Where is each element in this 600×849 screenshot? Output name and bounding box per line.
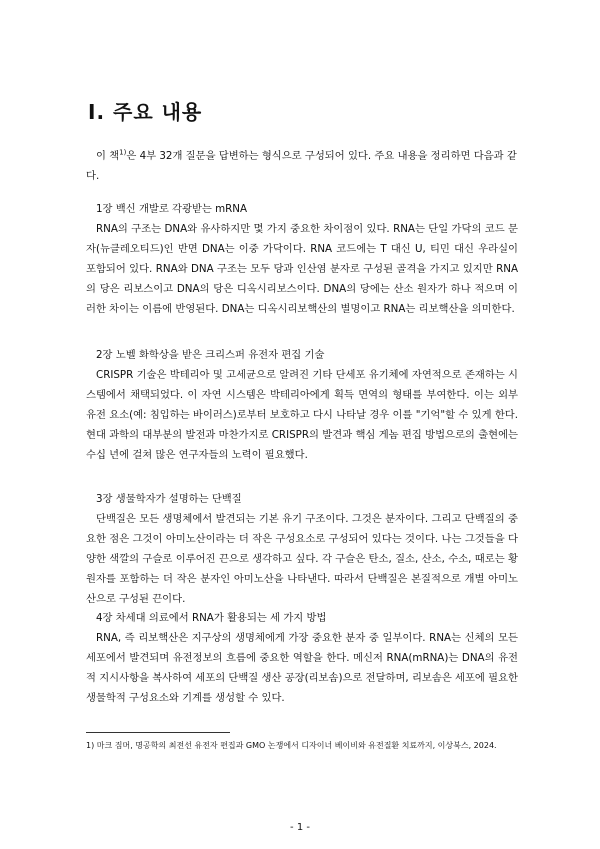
section-body: CRISPR 기술은 박테리아 및 고세균으로 알려진 기타 단세포 유기체에 자연적으로 존재하는 시스템에서 채택되었다. 이 자연 시스템은 박테리아에게 획득 면역의 형태를 부여한다. 이는 외부 유전 요소(예: 침입하는 바이러스)로부터 보호하고 다시 나타날 경우 이를 "기억"할 수 있게 한다. 현대 과학의 대부분의 발전과 마찬가지로 CRISPR의 발견과 핵심 게놈 편집 방법으로의 출현에는 수십 년에 걸쳐 많은 연구자들의 노력이 필요했다. — [86, 369, 518, 461]
section-chapter-2 — [86, 345, 518, 465]
intro-text-end: 은 4부 32개 질문을 답변하는 형식으로 구성되어 있다. 주요 내용을 정리하면 다음과 같다. — [86, 150, 517, 182]
section-body: RNA, 즉 리보핵산은 지구상의 생명체에게 가장 중요한 분자 중 일부이다. RNA는 신체의 모든 세포에서 발견되며 유전정보의 흐름에 중요한 역할을 한다. 메신저 RNA(mRNA)는 DNA의 유전적 지시사항을 복사하여 세포의 단백질 생산 공장(리보솜)으로 전달하며, 리보솜은 세포에 필요한 생물학적 구성요소와 기계를 생성할 수 있다. — [86, 632, 518, 704]
section-body: 단백질은 모든 생명체에서 발견되는 기본 유기 구조이다. 그것은 분자이다. 그리고 단백질의 중요한 점은 그것이 아미노산이라는 더 작은 구성요소로 구성되어 있다는 것이다. 나는 그것들을 다양한 색깔의 구슬로 이루어진 끈으로 생각하고 싶다. 각 구슬은 탄소, 질소, 산소, 수소, 때로는 황 원자를 포함하는 더 작은 분자인 아미노산을 나타낸다. 따라서 단백질은 본질적으로 개별 아미노산으로 구성된 끈이다. — [86, 513, 518, 605]
section-chapter-4 — [86, 608, 518, 708]
section-chapter-1 — [86, 199, 518, 319]
page-title: I. 주요 내용 — [88, 100, 203, 124]
section-heading: 4장 차세대 의료에서 RNA가 활용되는 세 가지 방법 — [96, 612, 327, 624]
section-heading: 2장 노벨 화학상을 받은 크리스퍼 유전자 편집 기술 — [96, 349, 325, 361]
footnote-divider — [86, 732, 230, 733]
footnote-reference: 1) — [119, 148, 127, 157]
intro-text-start: 이 책 — [96, 150, 120, 162]
page-number: - 1 - — [290, 822, 310, 833]
section-chapter-3 — [86, 489, 518, 609]
footnote: 1) 마크 짐머, 명공학의 최전선 유전자 편집과 GMO 논쟁에서 디자이너 베이비와 유전질환 치료까지, 이상북스, 2024. — [86, 741, 497, 750]
section-body: RNA의 구조는 DNA와 유사하지만 몇 가지 중요한 차이점이 있다. RNA는 단일 가닥의 코드 문자(뉴클레오티드)인 반면 DNA는 이중 가닥이다. RNA 코드에는 T 대신 U, 티민 대신 우라실이 포함되어 있다. RNA와 DNA 구조는 모두 당과 인산염 분자로 구성된 골격을 가지고 있지만 RNA의 당은 리보스이고 DNA의 당은 디옥시리보스이다. DNA의 당에는 산소 원자가 하나 적으며 이러한 차이는 이름에 반영된다. DNA는 디옥시리보핵산의 별명이고 RNA는 리보핵산을 의미한다. — [86, 223, 518, 315]
section-heading: 3장 생물학자가 설명하는 단백질 — [96, 493, 242, 505]
section-heading: 1장 백신 개발로 각광받는 mRNA — [96, 203, 248, 215]
intro-paragraph — [86, 146, 518, 186]
